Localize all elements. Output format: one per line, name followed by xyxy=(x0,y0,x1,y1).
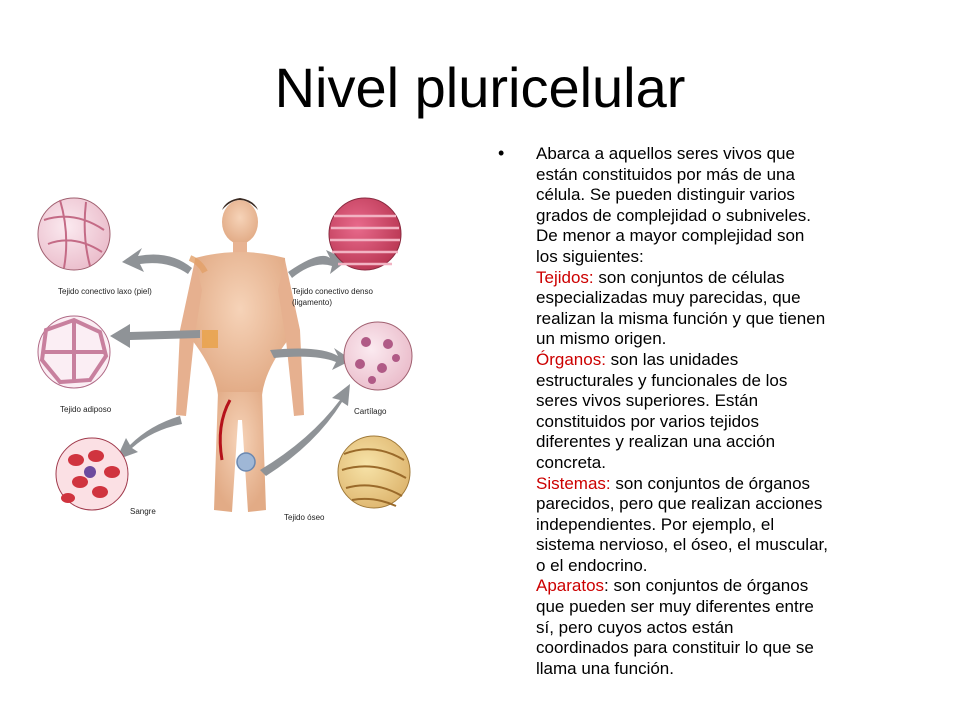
slide-title: Nivel pluricelular xyxy=(274,56,686,119)
sistemas-line: parecidos, pero que realizan acciones xyxy=(536,494,823,514)
organos-line: diferentes y realizan una acción xyxy=(536,432,776,452)
sistemas-line xyxy=(536,474,918,495)
disc-cartilago xyxy=(344,322,412,390)
intro-line: De menor a mayor complejidad son xyxy=(536,226,805,246)
tissue-figure xyxy=(30,180,450,540)
label-oseo: Tejido óseo xyxy=(284,513,325,522)
aparatos-line: coordinados para constituir lo que se xyxy=(536,638,814,658)
bullet-text xyxy=(498,144,918,679)
sistemas-line: sistema nervioso, el óseo, el muscular, xyxy=(536,535,828,555)
intro-line: están constituidos por más de una xyxy=(536,164,795,184)
tejidos-text: son conjuntos de células xyxy=(593,267,785,287)
intro-line: célula. Se pueden distinguir varios xyxy=(536,185,795,205)
label-tejido-laxo: Tejido conectivo laxo (piel) xyxy=(58,287,152,296)
tejidos-line: especializadas muy parecidas, que xyxy=(536,288,801,308)
organos-line: estructurales y funcionales de los xyxy=(536,370,788,390)
disc-tejido-adiposo xyxy=(38,316,110,388)
intro-line: los siguientes: xyxy=(536,246,644,266)
sistemas-line: independientes. Por ejemplo, el xyxy=(536,514,775,534)
intro-line: Abarca a aquellos seres vivos que xyxy=(536,144,795,163)
aparatos-text: : son conjuntos de órganos xyxy=(604,576,809,596)
aparatos-line: que pueden ser muy diferentes entre xyxy=(536,597,814,617)
disc-tejido-laxo xyxy=(38,198,110,270)
term-aparatos: Aparatos xyxy=(536,576,605,596)
aparatos-line: sí, pero cuyos actos están xyxy=(536,617,734,637)
organos-line: seres vivos superiores. Están xyxy=(536,391,759,411)
organos-line: concreta. xyxy=(536,452,606,472)
term-sistemas: Sistemas: xyxy=(536,473,611,493)
aparatos-line: llama una función. xyxy=(536,658,674,678)
disc-sangre xyxy=(56,438,128,510)
tejidos-line xyxy=(536,268,918,289)
aparatos-line xyxy=(536,576,918,597)
bullet-content xyxy=(536,144,918,679)
sistemas-text: son conjuntos de órganos xyxy=(610,473,811,493)
tejidos-line: un mismo origen. xyxy=(536,329,667,349)
intro-line: grados de complejidad o subniveles. xyxy=(536,205,812,225)
disc-tejido-denso xyxy=(329,198,401,270)
organos-line: constituidos por varios tejidos xyxy=(536,411,760,431)
tissue-illustration xyxy=(30,180,450,540)
tejidos-line: realizan la misma función y que tienen xyxy=(536,308,826,328)
label-tejido-denso: Tejido conectivo denso xyxy=(292,287,373,296)
sistemas-line: o el endocrino. xyxy=(536,555,648,575)
disc-tejido-oseo xyxy=(338,436,410,508)
label-sangre: Sangre xyxy=(130,507,156,516)
label-tejido-denso-sub: (ligamento) xyxy=(292,298,333,307)
organos-text: son las unidades xyxy=(605,349,739,369)
label-cartilago: Cartílago xyxy=(354,407,387,416)
bullet-marker: • xyxy=(498,143,505,163)
label-adiposo: Tejido adiposo xyxy=(60,405,112,414)
term-tejidos: Tejidos: xyxy=(536,267,594,287)
term-organos: Órganos: xyxy=(536,349,606,369)
organos-line xyxy=(536,350,918,371)
